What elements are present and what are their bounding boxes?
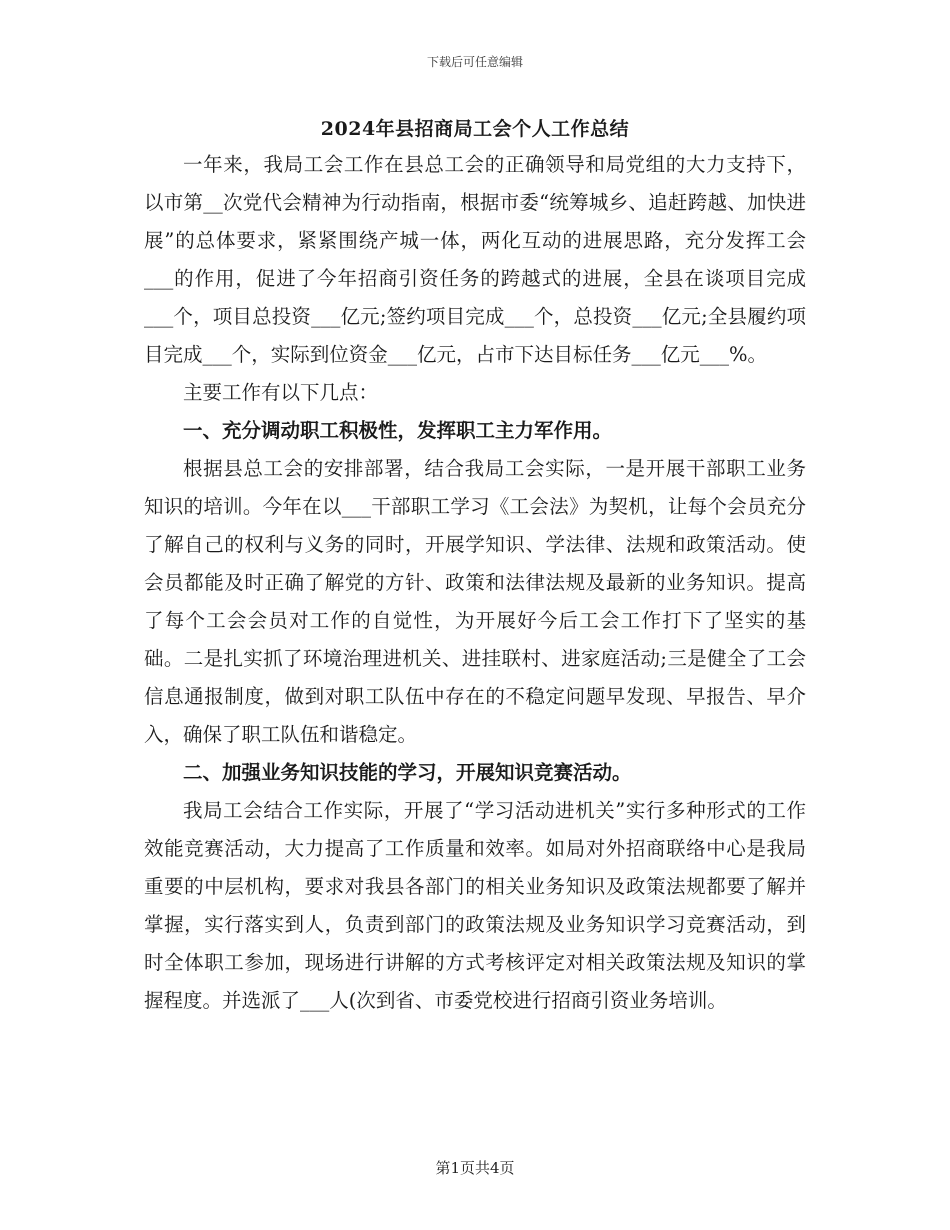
- document-body: [144, 146, 806, 1020]
- section-heading-2: 二、加强业务知识技能的学习，开展知识竞赛活动。: [183, 761, 632, 784]
- section-1-paragraph: 根据县总工会的安排部署，结合我局工会实际，一是开展干部职工业务知识的培训。今年在以___干部职工学习《工会法》为契机，让每个会员充分了解自己的权利与义务的同时，开展学知识、学法律、法规和政策活动。使会员都能及时正确了解党的方针、政策和法律法规及最新的业务知识。提高了每个工会会员对工作的自觉性，为开展好今后工会工作打下了坚实的基础。二是扎实抓了环境治理进机关、进挂联村、进家庭活动;三是健全了工会信息通报制度，做到对职工队伍中存在的不稳定问题早发现、早报告、早介入，确保了职工队伍和谐稳定。: [144, 457, 806, 746]
- page-number: 第1页共4页: [435, 1159, 515, 1177]
- summary-lead-paragraph: 主要工作有以下几点：: [183, 381, 379, 404]
- section-heading-1: 一、充分调动职工积极性，发挥职工主力军作用。: [183, 419, 613, 442]
- document-title: 2024年县招商局工会个人工作总结: [320, 118, 630, 140]
- intro-paragraph: 一年来，我局工会工作在县总工会的正确领导和局党组的大力支持下，以市第__次党代会精神为行动指南，根据市委“统筹城乡、追赶跨越、加快进展”的总体要求，紧紧围绕产城一体，两化互动的进展思路，充分发挥工会___的作用，促进了今年招商引资任务的跨越式的进展，全县在谈项目完成___个，项目总投资___亿元;签约项目完成___个，总投资___亿元;全县履约项目完成___个，实际到位资金___亿元，占市下达目标任务___亿元___%。: [144, 153, 806, 366]
- header-note: 下载后可任意编辑: [426, 55, 523, 69]
- section-2-paragraph: 我局工会结合工作实际，开展了“学习活动进机关”实行多种形式的工作效能竞赛活动，大力提高了工作质量和效率。如局对外招商联络中心是我局重要的中层机构，要求对我县各部门的相关业务知识及政策法规都要了解并掌握，实行落实到人，负责到部门的政策法规及业务知识学习竞赛活动，到时全体职工参加，现场进行讲解的方式考核评定对相关政策法规及知识的掌握程度。并选派了___人(次到省、市委党校进行招商引资业务培训。: [144, 799, 806, 1012]
